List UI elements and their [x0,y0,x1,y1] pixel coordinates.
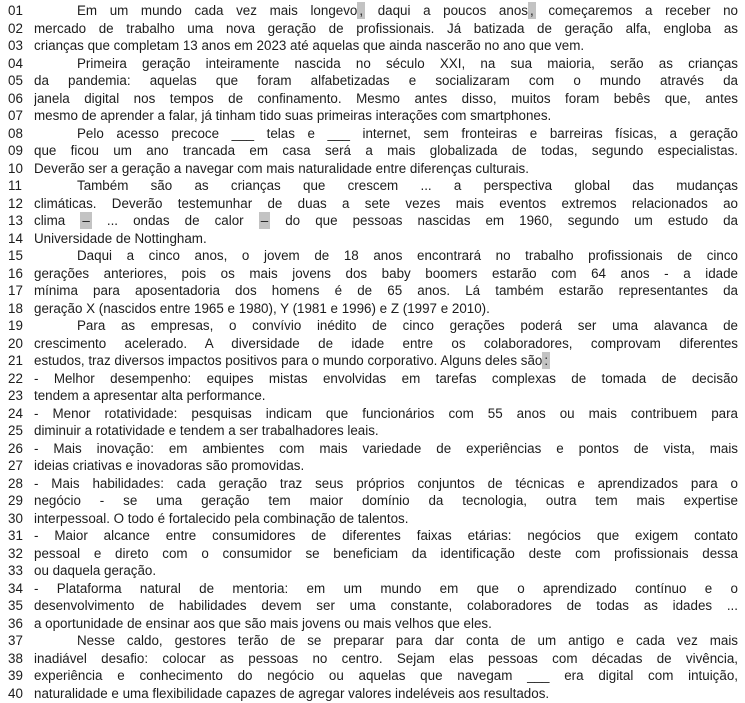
line-number: 10 [8,160,23,176]
text-segment: mínima para aposentadoria dos homens é de 65 anos. Lá também estarão representantes da [34,283,738,298]
text-segment: Universidade de Nottingham. [34,230,207,246]
text-line [0,2,745,20]
text-line [0,492,745,510]
text-line [0,527,745,545]
text-segment: Nesse caldo, gestores terão de se preparar para dar conta de um antigo e cada vez mais [77,633,738,648]
line-text [34,422,738,440]
text-segment: mesmo de aprender a falar, já tinham tido suas primeiras interações com smartphones. [34,108,552,123]
line-text [34,527,738,545]
text-line [0,440,745,458]
text-segment: - Plataforma natural de mentoria: em um mundo em que o aprendizado contínuo e o [34,580,738,596]
document-text [0,2,745,702]
text-line [0,20,745,38]
text-segment: climáticas. Deverão testemunhar de duas a sete vezes mais eventos extremos relacionados ao [34,195,738,211]
line-number: 06 [8,90,23,106]
line-number: 38 [8,650,23,666]
line-number: 27 [8,458,23,473]
line-text [34,440,738,458]
line-number: 21 [8,353,23,368]
line-number: 02 [8,20,23,36]
line-text [34,72,738,90]
line-text [34,300,738,318]
highlighted-mark: : [544,353,549,368]
text-segment: inadiável desafio: colocar as pessoas no centro. Sejam elas pessoas com décadas de vivência, [34,650,738,666]
line-number: 08 [8,125,23,141]
line-number: 25 [8,423,23,438]
text-segment: da pandemia: aquelas que foram alfabetizadas e socializaram com o mundo através da [34,73,738,88]
line-number: 35 [8,598,23,613]
text-line [0,545,745,563]
text-segment: ... ondas de calor [91,213,259,228]
text-line [0,317,745,335]
text-line [0,650,745,668]
line-number: 05 [8,73,23,88]
text-line [0,387,745,405]
text-line [0,580,745,598]
text-segment: do que pessoas nascidas em 1960, segundo um estudo da [270,213,738,228]
text-line [0,370,745,388]
text-line [0,125,745,143]
line-text [34,335,738,353]
line-text [34,405,738,423]
line-number: 32 [8,545,23,561]
text-line [0,195,745,213]
text-segment: clima [34,213,81,228]
line-text [34,195,738,213]
line-number: 07 [8,108,23,123]
text-line [0,422,745,440]
text-segment: Em um mundo cada vez mais longevo [77,3,358,18]
highlighted-mark: , [529,3,534,18]
text-line [0,247,745,265]
text-segment: negócio - se uma geração tem maior domínio da tecnologia, outra tem mais expertise [34,493,738,508]
text-line [0,685,745,703]
line-text [34,55,738,73]
line-text [34,475,738,493]
line-text [34,387,738,405]
text-line [0,177,745,195]
line-text [34,177,738,195]
line-text [34,317,738,335]
text-segment: Deverão ser a geração a navegar com mais naturalidade entre diferenças culturais. [34,160,529,176]
text-segment: ideias criativas e inovadoras são promovidas. [34,458,305,473]
text-line [0,142,745,160]
text-line [0,160,745,178]
text-line [0,667,745,685]
line-number: 36 [8,615,23,631]
text-line [0,597,745,615]
line-number: 40 [8,685,23,701]
highlighted-mark: – [260,213,269,228]
line-text [34,160,738,178]
line-text [34,107,738,125]
line-number: 20 [8,335,23,351]
text-segment: - Maior alcance entre consumidores de diferentes faixas etárias: negócios que exigem contato [34,528,738,543]
line-number: 04 [8,55,23,71]
line-number: 33 [8,563,23,578]
line-text [34,2,738,20]
line-text [34,580,738,598]
text-line [0,90,745,108]
text-segment: - Melhor desempenho: equipes mistas envolvidas em tarefas complexas de tomada de decisão [34,370,738,386]
line-text [34,562,738,580]
line-text [34,352,738,370]
text-line [0,230,745,248]
text-segment: janela digital nos tempos de confinamento. Mesmo antes disso, muitos foram bebês que, antes [34,90,738,106]
line-number: 37 [8,633,23,648]
text-segment: diminuir a rotatividade e tendem a ser trabalhadores leais. [34,423,379,438]
text-line [0,475,745,493]
text-segment: naturalidade e uma flexibilidade capazes de agregar valores indeléveis aos resultados. [34,685,550,701]
line-text [34,230,738,248]
line-text [34,37,738,55]
line-text [34,247,738,265]
text-segment: a oportunidade de ensinar aos que são mais jovens ou mais velhos que eles. [34,615,492,631]
text-segment: Daqui a cinco anos, o jovem de 18 anos encontrará no trabalho profissionais de cinco [77,248,738,263]
line-number: 11 [8,178,22,193]
line-number: 22 [8,370,23,386]
text-segment: geração X (nascidos entre 1965 e 1980), Y (1981 e 1996) e Z (1997 e 2010). [34,300,490,316]
line-text [34,510,738,528]
text-segment: ou daquela geração. [34,563,157,578]
text-segment: gerações anteriores, pois os mais jovens dos baby boomers estarão com 64 anos - a idade [34,265,738,281]
text-line [0,72,745,90]
line-text [34,125,738,143]
line-text [34,545,738,563]
text-line [0,510,745,528]
text-line [0,352,745,370]
text-segment: estudos, traz diversos impactos positivos para o mundo corporativo. Alguns deles são [34,353,543,368]
text-line [0,212,745,230]
line-number: 19 [8,318,23,333]
line-text [34,282,738,300]
text-line [0,405,745,423]
line-text [34,20,738,38]
line-number: 18 [8,300,23,316]
line-number: 39 [8,668,23,683]
line-number: 34 [8,580,23,596]
line-text [34,265,738,283]
text-segment: pessoal e direto com o consumidor se beneficiam da identificação deste com profissionais dessa [34,545,738,561]
line-number: 13 [8,213,23,228]
text-line [0,457,745,475]
line-number: 14 [8,230,23,246]
text-segment: daqui a poucos anos [365,3,528,18]
text-line [0,282,745,300]
line-text [34,650,738,668]
text-segment: crescimento acelerado. A diversidade de idade entre os colaboradores, comprovam diferentes [34,335,738,351]
text-line [0,107,745,125]
text-segment: desenvolvimento de habilidades devem ser uma constante, colaboradores de todas as idades ... [34,598,738,613]
text-line [0,37,745,55]
line-text [34,667,738,685]
line-number: 03 [8,38,23,53]
line-text [34,685,738,703]
text-segment: interpessoal. O todo é fortalecido pela combinação de talentos. [34,510,409,526]
line-text [34,142,738,160]
line-number: 30 [8,510,23,526]
text-segment: começaremos a receber no [535,3,738,18]
line-number: 29 [8,493,23,508]
text-line [0,300,745,318]
line-number: 12 [8,195,23,211]
line-number: 16 [8,265,23,281]
line-number: 01 [8,3,23,18]
text-segment: tendem a apresentar alta performance. [34,388,266,403]
text-segment: crianças que completam 13 anos em 2023 até aquelas que ainda nascerão no ano que vem. [34,38,585,53]
line-text [34,457,738,475]
line-number: 09 [8,143,23,158]
line-number: 15 [8,248,23,263]
line-text [34,615,738,633]
text-segment: Pelo acesso precoce ___ telas e ___ internet, sem fronteiras e barreiras físicas, a geração [77,125,738,141]
text-line [0,615,745,633]
line-text [34,212,738,230]
text-segment: que ficou um ano trancada em casa será a mais globalizada de todas, segundo especialistas. [34,143,738,158]
text-line [0,632,745,650]
text-line [0,265,745,283]
line-number: 26 [8,440,23,456]
highlighted-mark: – [82,213,90,228]
line-text [34,90,738,108]
line-number: 31 [8,528,23,543]
line-text [34,370,738,388]
text-line [0,562,745,580]
line-number: 17 [8,283,23,298]
text-segment: Também são as crianças que crescem ... a perspectiva global das mudanças [77,178,738,193]
text-segment: - Mais inovação: em ambientes com mais variedade de experiências e pontos de vista, mais [34,440,738,456]
line-number: 23 [8,388,23,403]
line-text [34,597,738,615]
line-number: 24 [8,405,23,421]
text-segment: Para as empresas, o convívio inédito de cinco gerações poderá ser uma alavanca de [77,318,738,333]
text-segment: - Mais habilidades: cada geração traz seus próprios conjuntos de técnicas e aprendizados para o [34,475,738,491]
text-line [0,335,745,353]
line-text [34,632,738,650]
line-text [34,492,738,510]
line-number: 28 [8,475,23,491]
text-segment: mercado de trabalho uma nova geração de profissionais. Já batizada de geração alfa, engloba as [34,20,738,36]
text-segment: - Menor rotatividade: pesquisas indicam que funcionários com 55 anos ou mais contribuem para [34,405,738,421]
text-line [0,55,745,73]
text-segment: experiência e conhecimento do negócio ou aquelas que navegam ___ era digital com intuição, [34,668,738,683]
text-segment: Primeira geração inteiramente nascida no século XXI, na sua maioria, serão as crianças [77,55,738,71]
highlighted-mark: , [359,3,364,18]
